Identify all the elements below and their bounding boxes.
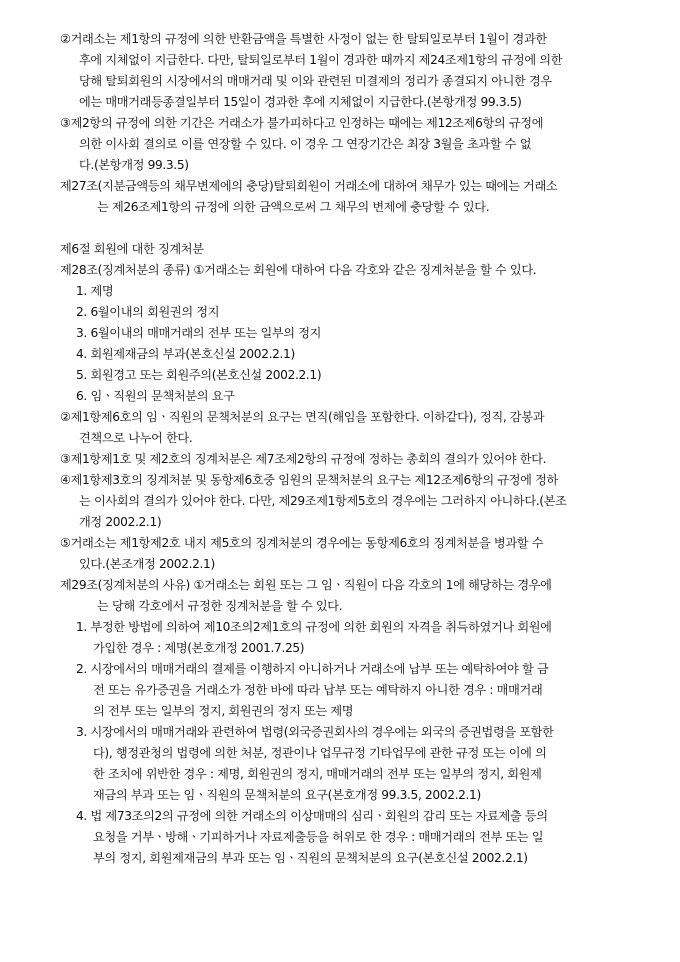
text-line: 전 또는 유가증권을 거래소가 정한 바에 따라 납부 또는 예탁하지 아니한 경우 : 매매거래	[93, 683, 543, 697]
text-line: 있다.(본조개정 2002.2.1)	[79, 557, 215, 571]
article-heading: 제27조(지분금액등의 채무변제에의 충당)탈퇴회원이 거래소에 대하여 채무가 있는 때에는 거래소	[60, 179, 558, 193]
text-line: ⑤거래소는 제1항제2호 내지 제5호의 징계처분의 경우에는 동항제6호의 징계처분을 병과할 수	[60, 536, 544, 550]
list-item: 2. 6월이내의 회원권의 정지	[76, 305, 220, 319]
text-line: ③제2항의 규정에 의한 기간은 거래소가 불가피하다고 인정하는 때에는 제12조제6항의 규정에	[60, 116, 544, 130]
list-item: 6. 임ㆍ직원의 문책처분의 요구	[76, 389, 235, 403]
text-line: 한 조치에 위반한 경우 : 제명, 회원권의 정지, 매매거래의 전부 또는 일부의 정지, 회원제	[93, 767, 542, 781]
text-line: 에는 매매거래등종결일부터 15일이 경과한 후에 지체없이 지급한다.(본항개정 99.3.5)	[79, 95, 522, 109]
article-heading: 제29조(징계처분의 사유) ①거래소는 회원 또는 그 임ㆍ직원이 다음 각호의 1에 해당하는 경우에	[60, 578, 552, 592]
text-line: ③제1항제1호 및 제2호의 징계처분은 제7조제2항의 규정에 정하는 총회의 결의가 있어야 한다.	[60, 452, 547, 466]
text-line: 재금의 부과 또는 임ㆍ직원의 문책처분의 요구(본호개정 99.3.5, 2002.2.1)	[93, 788, 481, 802]
text-line: 요청을 거부ㆍ방해ㆍ기피하거나 자료제출등을 허위로 한 경우 : 매매거래의 전부 또는 일	[93, 830, 544, 844]
section-heading: 제6절 회원에 대한 징계처분	[60, 242, 204, 256]
list-item: 5. 회원경고 또는 회원주의(본호신설 2002.2.1)	[76, 368, 322, 382]
list-item: 3. 6월이내의 매매거래의 전부 또는 일부의 정지	[76, 326, 322, 340]
text-line: 개정 2002.2.1)	[79, 515, 162, 529]
list-item: 3. 시장에서의 매매거래와 관련하여 법령(외국증권회사의 경우에는 외국의 증권법령을 포함한	[76, 725, 554, 739]
text-line: 부의 정지, 회원제재금의 부과 또는 임ㆍ직원의 문책처분의 요구(본호신설 2002.2.1)	[93, 851, 528, 865]
list-item: 4. 법 제73조의2의 규정에 의한 거래소의 이상매매의 심리ㆍ회원의 감리 또는 자료제출 등의	[76, 809, 548, 823]
list-item: 2. 시장에서의 매매거래의 결제를 이행하지 아니하거나 거래소에 납부 또는 예탁하여야 할 금	[76, 662, 549, 676]
text-line: 의 전부 또는 일부의 정지, 회원권의 정지 또는 제명	[93, 704, 354, 718]
text-line: ④제1항제3호의 징계처분 및 동항제6호중 임원의 문책처분의 요구는 제12조제6항의 규정에 정하	[60, 473, 558, 487]
text-line: 당해 탈퇴회원의 시장에서의 매매거래 및 이와 관련된 미결제의 정리가 종결되지 아니한 경우	[79, 74, 552, 88]
text-line: 다.(본항개정 99.3.5)	[79, 158, 189, 172]
text-line: 견책으로 나누어 한다.	[79, 431, 193, 445]
article-heading: 제28조(징계처분의 종류) ①거래소는 회원에 대하여 다음 각호와 같은 징계처분을 할 수 있다.	[60, 263, 537, 277]
text-line: 후에 지체없이 지급한다. 다만, 탈퇴일로부터 1월이 경과한 때까지 제24조제1항의 규정에 의한	[79, 53, 563, 67]
text-line: 는 제26조제1항의 규정에 의한 금액으로써 그 채무의 변제에 충당할 수 있다.	[97, 200, 490, 214]
list-item: 4. 회원제재금의 부과(본호신설 2002.2.1)	[76, 347, 295, 361]
text-line: 의한 이사회 결의로 이를 연장할 수 있다. 이 경우 그 연장기간은 최장 3월을 초과할 수 없	[79, 137, 532, 151]
text-line: 다), 행정관청의 법령에 의한 처분, 정관이나 업무규정 기타업무에 관한 규정 또는 이에 의	[93, 746, 547, 760]
text-line: ②제1항제6호의 임ㆍ직원의 문책처분의 요구는 면직(해임을 포함한다. 이하같다), 정직, 감봉과	[60, 410, 545, 424]
text-line: 는 이사회의 결의가 있어야 한다. 다만, 제29조제1항제5호의 경우에는 그러하지 아니하다.(본조	[79, 494, 567, 508]
list-item: 1. 제명	[76, 284, 114, 298]
list-item: 1. 부정한 방법에 의하여 제10조의2제1호의 규정에 의한 회원의 자격을 취득하였거나 회원에	[76, 620, 552, 634]
text-line: 가입한 경우 : 제명(본호개정 2001.7.25)	[93, 641, 305, 655]
text-line: 는 당해 각호에서 규정한 징계처분을 할 수 있다.	[97, 599, 343, 613]
text-line: ②거래소는 제1항의 규정에 의한 반환금액을 특별한 사정이 없는 한 탈퇴일로부터 1월이 경과한	[60, 32, 547, 46]
